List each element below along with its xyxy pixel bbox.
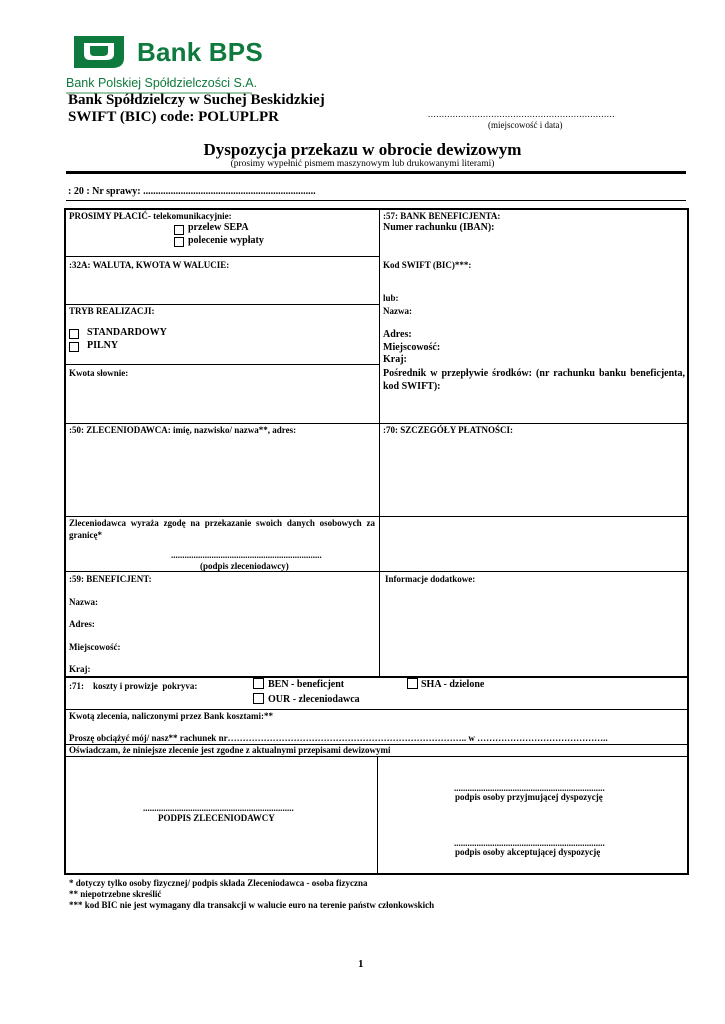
client-signature-label: PODPIS ZLECENIODAWCY [158,813,275,823]
page-subtitle: (prosimy wypełnić pismem maszynowym lub drukowanymi literami) [230,159,495,169]
row-line [65,571,688,572]
beneficiary-address-label: Adres: [69,619,95,629]
row-line [65,304,379,305]
intermediary-label: Pośrednik w przepływie środków: (nr rachunku banku beneficjenta, kod SWIFT): [383,368,685,392]
approve-signature-field[interactable]: ................................................................... [454,838,605,848]
payment-order-checkbox[interactable] [174,237,184,247]
charge-line-1: Kwotą zlecenia, naliczonymi przez Bank kosztami:** [69,711,273,721]
page-number: 1 [358,958,364,970]
bank-city-label: Miejscowość: [383,342,441,353]
sepa-checkbox[interactable] [174,225,184,235]
client-signature-field[interactable]: ................................................................... [143,803,294,813]
footnote-1: * dotyczy tylko osoby fizycznej/ podpis składa Zleceniodawca - osoba fizyczna [69,878,368,888]
bank-name: Bank Spółdzielczy w Suchej Beskidzkiej [68,92,325,108]
sha-label: SHA - dzielone [421,679,485,690]
logo-name: Bank BPS [137,37,263,67]
row-line [65,423,688,424]
pay-header: PROSIMY PŁACIĆ- telekomunikacyjnie: [69,211,232,221]
swift-label: Kod SWIFT (BIC)***: [383,260,472,270]
bank-beneficiary-header: :57: BANK BENEFICJENTA: [383,211,501,221]
charge-account-field[interactable]: Proszę obciążyć mój/ nasz** rachunek nr…………………………………………………………………….. w …………………………………….. [69,733,608,743]
compliance-statement: Oświadczam, że niniejsze zlecenie jest zgodne z aktualnymi przepisami dewizowymi [69,745,391,755]
page-title: Dyspozycja przekazu w obrocie dewizowym [203,140,522,159]
accept-signature-field[interactable]: ................................................................... [454,783,605,793]
bank-name-label: Nazwa: [383,306,412,316]
sha-checkbox[interactable] [407,678,418,689]
accept-signature-label: podpis osoby przyjmującej dyspozycję [455,792,603,802]
payment-order-label: polecenie wypłaty [188,235,264,246]
place-date-label: (miejscowość i data) [488,120,563,130]
column-divider [379,209,380,676]
ben-label: BEN - beneficjent [268,679,345,690]
our-label: OUR - zleceniodawca [268,694,360,705]
row-line [65,364,379,365]
costs-label: :71: koszty i prowizje pokryva: [69,681,198,691]
standard-label: STANDARDOWY [87,327,167,338]
row-line [65,709,688,710]
payment-details-label: :70: SZCZEGÓŁY PŁATNOŚCI: [383,425,514,435]
additional-info-label: Informacje dodatkowe: [385,574,476,584]
ref-rule [66,200,686,201]
our-checkbox[interactable] [253,693,264,704]
beneficiary-country-label: Kraj: [69,664,91,674]
row-line [65,256,379,257]
row-line [65,756,688,757]
row-line [65,676,688,678]
or-label: lub: [383,293,399,303]
footnote-3: *** kod BIC nie jest wymagany dla transakcji w walucie euro na terenie państw członkowskich [69,900,435,910]
mode-header: TRYB REALIZACJI: [69,306,155,316]
iban-label: Numer rachunku (IBAN): [383,222,495,233]
bank-swift: SWIFT (BIC) code: POLUPLPR [68,109,279,125]
signature-divider [377,756,378,874]
bank-bps-logo-icon [68,32,130,72]
urgent-label: PILNY [87,340,119,351]
sepa-label: przelew SEPA [188,222,249,233]
approve-signature-label: podpis osoby akceptującej dyspozycję [455,847,601,857]
bank-address-label: Adres: [383,329,412,340]
consent-sign-field[interactable]: ................................................................... [171,550,322,560]
consent-text: Zleceniodawca wyraża zgodę na przekazanie swoich danych osobowych za granicę* [69,518,375,540]
logo-subtitle: Bank Polskiej Spółdzielczości S.A. [66,76,258,90]
bank-country-label: Kraj: [383,354,407,365]
beneficiary-name-label: Nazwa: [69,597,98,607]
footnote-2: ** niepotrzebne skreślić [69,889,162,899]
standard-checkbox[interactable] [69,329,79,339]
beneficiary-header: :59: BENEFICJENT: [69,574,152,584]
beneficiary-city-label: Miejscowość: [69,642,121,652]
amount-words-label: Kwota słownie: [69,368,129,378]
urgent-checkbox[interactable] [69,342,79,352]
currency-label: :32A: WALUTA, KWOTA W WALUCIE: [69,260,230,270]
ben-checkbox[interactable] [253,678,264,689]
ref-number-field[interactable]: : 20 : Nr sprawy: ..................................................................... [68,186,316,197]
orderer-label: :50: ZLECENIODAWCA: imię, nazwisko/ nazwa**, adres: [69,425,297,435]
place-date-field[interactable]: .................................................................... [428,109,615,119]
title-rule [66,171,686,174]
consent-sign-label: (podpis zleceniodawcy) [200,561,289,571]
